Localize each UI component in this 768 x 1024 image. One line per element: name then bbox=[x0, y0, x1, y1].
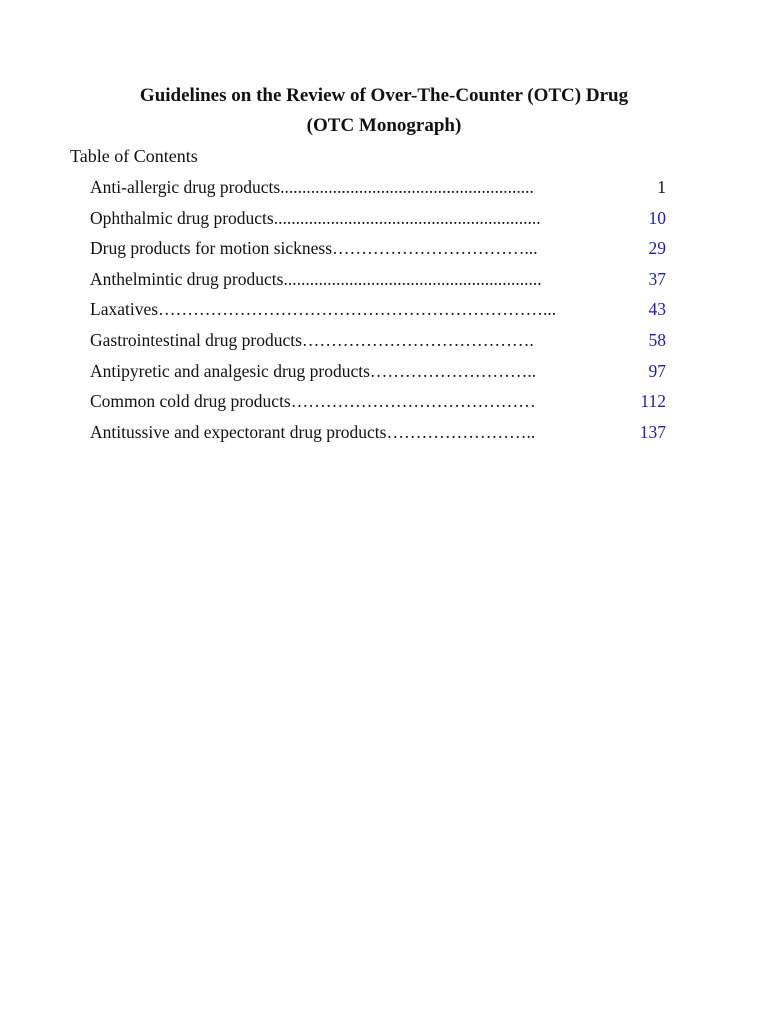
document-title-line-2: (OTC Monograph) bbox=[306, 115, 462, 136]
toc-entry-page-number[interactable]: 43 bbox=[648, 299, 666, 320]
toc-entry-page-number[interactable]: 137 bbox=[639, 421, 666, 442]
toc-entry-title: Common cold drug products…………………………………… bbox=[90, 391, 536, 412]
table-of-contents bbox=[90, 175, 666, 450]
toc-entry-ophthalmic[interactable] bbox=[90, 206, 666, 237]
toc-entry-title: Anthelmintic drug products........................................................... bbox=[90, 268, 542, 289]
toc-entry-anti-allergic[interactable] bbox=[90, 175, 666, 206]
toc-entry-title: Ophthalmic drug products............................................................. bbox=[90, 207, 541, 228]
toc-entry-page-number[interactable]: 58 bbox=[648, 329, 666, 350]
toc-entry-title: Antitussive and expectorant drug products…………………….. bbox=[90, 421, 536, 442]
toc-entry-antipyretic-analgesic[interactable] bbox=[90, 359, 666, 390]
toc-entry-page-number[interactable]: 37 bbox=[648, 268, 666, 289]
toc-entry-title: Laxatives…………………………………………………………... bbox=[90, 299, 557, 320]
toc-entry-title: Anti-allergic drug products.......................................................... bbox=[90, 177, 534, 197]
toc-entry-page-number[interactable]: 10 bbox=[648, 207, 666, 228]
toc-entry-title: Gastrointestinal drug products…………………………………. bbox=[90, 329, 534, 350]
toc-entry-page-number[interactable]: 29 bbox=[648, 238, 666, 259]
toc-heading: Table of Contents bbox=[70, 146, 198, 166]
toc-entry-anthelmintic[interactable] bbox=[90, 267, 666, 298]
toc-entry-page-number[interactable]: 97 bbox=[648, 360, 666, 381]
document-title-line-1: Guidelines on the Review of Over-The-Counter (OTC) Drug bbox=[139, 85, 629, 106]
toc-entry-page-number[interactable]: 1 bbox=[657, 177, 666, 197]
toc-entry-title: Antipyretic and analgesic drug products……………………….. bbox=[90, 360, 537, 381]
toc-entry-common-cold[interactable] bbox=[90, 389, 666, 420]
toc-entry-page-number[interactable]: 112 bbox=[640, 391, 666, 412]
toc-entry-motion-sickness[interactable] bbox=[90, 236, 666, 267]
toc-entry-title: Drug products for motion sickness……………………………... bbox=[90, 238, 538, 259]
toc-entry-antitussive-expectorant[interactable] bbox=[90, 420, 666, 451]
toc-entry-gastrointestinal[interactable] bbox=[90, 328, 666, 359]
toc-entry-laxatives[interactable] bbox=[90, 297, 666, 328]
